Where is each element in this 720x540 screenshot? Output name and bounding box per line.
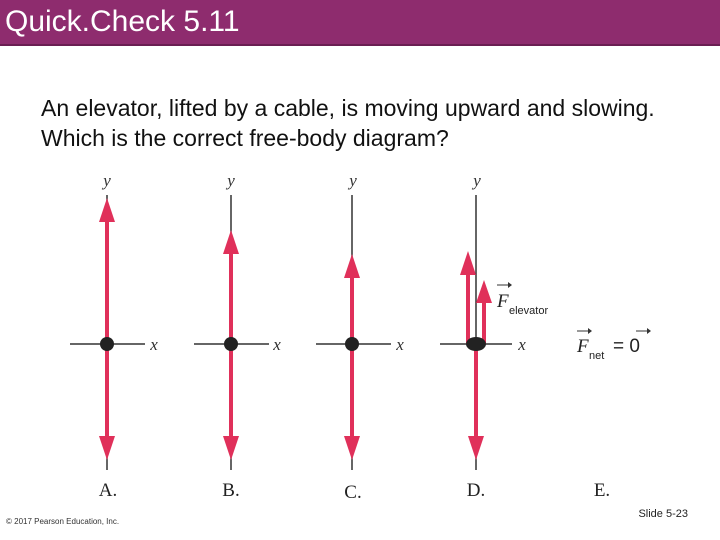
force-arrowhead-up-right <box>476 280 492 303</box>
force-arrowhead-up <box>99 198 115 222</box>
free-body-diagrams <box>0 160 720 510</box>
slide-number: Slide 5-23 <box>638 508 688 520</box>
force-label-subscript: elevator <box>509 305 549 317</box>
diagram-b[interactable] <box>194 171 281 501</box>
diagram-a[interactable] <box>70 171 158 501</box>
vector-arrowhead-over-zero <box>647 328 651 334</box>
copyright-notice: © 2017 Pearson Education, Inc. <box>6 517 120 526</box>
diagram-c[interactable] <box>316 171 404 503</box>
option-label-e: E. <box>593 480 611 501</box>
vector-arrowhead-over-f-net <box>588 328 592 334</box>
title-bar-accent <box>0 44 720 46</box>
x-axis-label: x <box>396 335 404 354</box>
object-dot <box>466 337 486 351</box>
option-label-d: D. <box>466 480 486 501</box>
net-force-subscript: net <box>589 350 605 362</box>
y-axis-label: y <box>103 171 111 190</box>
force-arrowhead-down <box>344 436 360 460</box>
x-axis-label: x <box>150 335 158 354</box>
force-arrowhead-up <box>344 254 360 278</box>
title-bar <box>0 0 720 46</box>
force-label-symbol: F <box>497 291 509 312</box>
force-arrowhead-up <box>223 230 239 254</box>
net-force-symbol: F <box>577 336 589 357</box>
force-arrowhead-down <box>99 436 115 460</box>
x-axis-label: x <box>518 335 526 354</box>
object-dot <box>224 337 238 351</box>
y-axis-label: y <box>227 171 235 190</box>
diagram-d[interactable] <box>440 171 548 501</box>
force-arrowhead-down <box>468 436 484 460</box>
y-axis-label: y <box>349 171 357 190</box>
y-axis-label: y <box>473 171 481 190</box>
force-arrowhead-up-left <box>460 251 476 275</box>
option-label-c: C. <box>344 482 362 503</box>
option-label-b: B. <box>222 480 240 501</box>
object-dot <box>345 337 359 351</box>
question-text: An elevator, lifted by a cable, is moving upward and slowing. Which is the correct free-body diagram? <box>41 95 655 151</box>
slide-title: Quick.Check 5.11 <box>5 5 240 38</box>
x-axis-label: x <box>273 335 281 354</box>
option-label-a: A. <box>98 480 118 501</box>
object-dot <box>100 337 114 351</box>
net-force-equals-zero: = 0 <box>613 336 640 357</box>
vector-arrowhead-over-f <box>508 282 512 288</box>
diagram-e[interactable] <box>576 328 651 501</box>
force-arrowhead-down <box>223 436 239 460</box>
